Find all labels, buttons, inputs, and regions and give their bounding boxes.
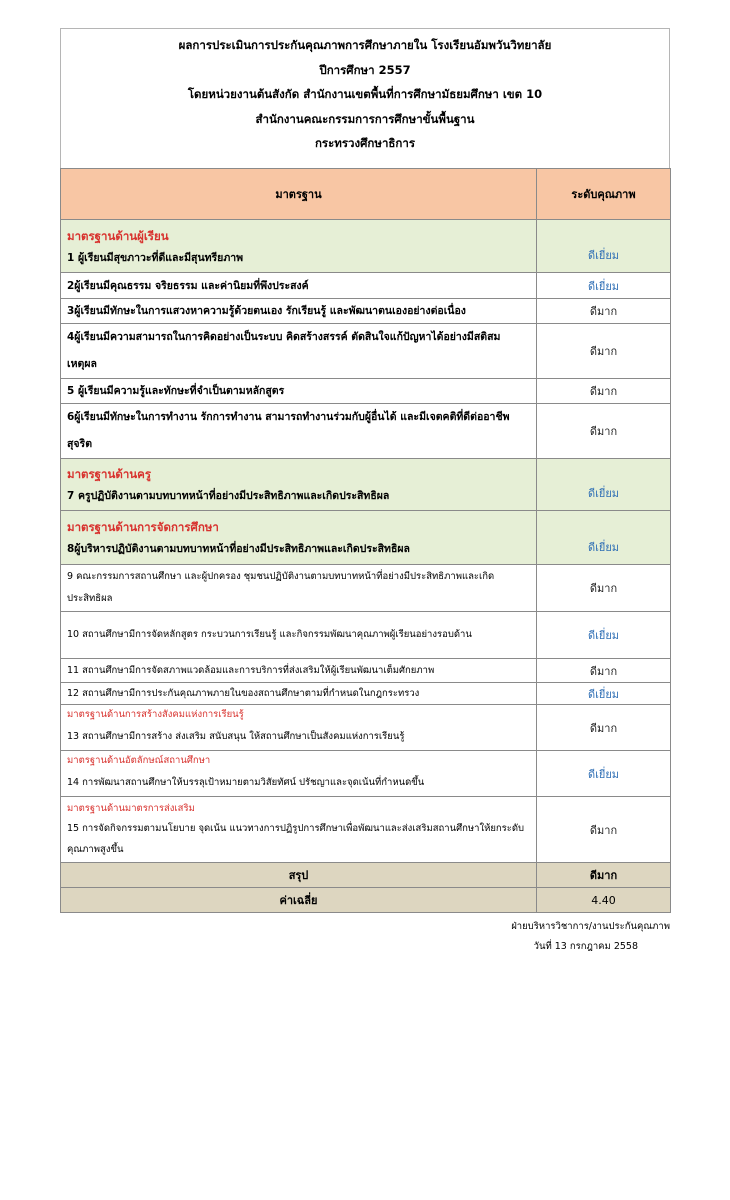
- standard-text: 10 สถานศึกษามีการจัดหลักสูตร กระบวนการเรียนรู้ และกิจกรรมพัฒนาคุณภาพผู้เรียนอย่างรอบด้าน: [61, 612, 537, 659]
- average-row: [61, 888, 671, 913]
- col-header-standard: มาตรฐาน: [61, 169, 537, 220]
- header-academic-year: ปีการศึกษา 2557: [319, 62, 411, 77]
- table-row: [61, 220, 671, 273]
- table-row: [61, 324, 671, 379]
- table-row: [61, 459, 671, 511]
- level-value: ดีมาก: [537, 299, 671, 324]
- table-row: [61, 565, 671, 612]
- table-row: [61, 404, 671, 459]
- standard-text: 3ผู้เรียนมีทักษะในการแสวงหาความรู้ด้วยตนเอง รักเรียนรู้ และพัฒนาตนเองอย่างต่อเนื่อง: [61, 299, 537, 324]
- section-title: มาตรฐานด้านมาตรการส่งเสริม: [67, 803, 195, 814]
- document-header: [60, 28, 670, 168]
- standard-text: 15 การจัดกิจกรรมตามนโยบาย จุดเน้น แนวทางการปฏิรูปการศึกษาเพื่อพัฒนาและส่งเสริมสถานศึกษาให้ยกระดับคุณภาพสูงขึ้น: [67, 823, 525, 855]
- level-value: ดีมาก: [537, 705, 671, 751]
- table-row: [61, 273, 671, 299]
- header-title: ผลการประเมินการประกันคุณภาพการศึกษาภายใน โรงเรียนอัมพวันวิทยาลัย: [178, 38, 552, 52]
- standard-text: 4ผู้เรียนมีความสามารถในการคิดอย่างเป็นระบบ คิดสร้างสรรค์ ตัดสินใจแก้ปัญหาได้อย่างมีสติสมเหตุผล: [61, 324, 537, 379]
- table-row: [61, 683, 671, 705]
- header-agency: โดยหน่วยงานต้นสังกัด สำนักงานเขตพื้นที่การศึกษามัธยมศึกษา เขต 10: [187, 87, 543, 101]
- level-value: ดีมาก: [537, 797, 671, 863]
- level-value: ดีเยี่ยม: [537, 220, 671, 273]
- table-row: [61, 379, 671, 404]
- standard-text: 5 ผู้เรียนมีความรู้และทักษะที่จำเป็นตามหลักสูตร: [61, 379, 537, 404]
- header-ministry: กระทรวงศึกษาธิการ: [314, 136, 416, 150]
- standard-text: 14 การพัฒนาสถานศึกษาให้บรรลุเป้าหมายตามวิสัยทัศน์ ปรัชญาและจุดเน้นที่กำหนดขึ้น: [67, 777, 425, 788]
- standard-text: 8ผู้บริหารปฏิบัติงานตามบทบาทหน้าที่อย่างมีประสิทธิภาพและเกิดประสิทธิผล: [67, 542, 410, 555]
- standard-text: 2ผู้เรียนมีคุณธรรม จริยธรรม และค่านิยมที่พึงประสงค์: [61, 273, 537, 299]
- summary-label: สรุป: [61, 863, 537, 888]
- table-header-row: [61, 169, 671, 220]
- evaluation-document: [60, 28, 670, 957]
- table-row: [61, 612, 671, 659]
- level-value: ดีมาก: [537, 565, 671, 612]
- footer-department: ฝ่ายบริหารวิชาการ/งานประกันคุณภาพ: [511, 921, 670, 932]
- section-title: มาตรฐานด้านอัตลักษณ์สถานศึกษา: [67, 755, 211, 766]
- standard-text: 1 ผู้เรียนมีสุขภาวะที่ดีและมีสุนทรียภาพ: [67, 252, 244, 264]
- level-value: ดีเยี่ยม: [537, 511, 671, 565]
- document-footer: [60, 917, 670, 957]
- evaluation-table: [60, 168, 671, 913]
- level-value: ดีมาก: [537, 379, 671, 404]
- standard-text: 9 คณะกรรมการสถานศึกษา และผู้ปกครอง ชุมชนปฏิบัติงานตามบทบาทหน้าที่อย่างมีประสิทธิภาพและเกิดประสิทธิผล: [61, 565, 537, 612]
- level-value: ดีมาก: [537, 659, 671, 683]
- section-title: มาตรฐานด้านการสร้างสังคมแห่งการเรียนรู้: [67, 709, 244, 720]
- standard-text: 12 สถานศึกษามีการประกันคุณภาพภายในของสถานศึกษาตามที่กำหนดในกฎกระทรวง: [61, 683, 537, 705]
- standard-text: 6ผู้เรียนมีทักษะในการทำงาน รักการทำงาน สามารถทำงานร่วมกับผู้อื่นได้ และมีเจตคติที่ดีต่ออาชีพสุจริต: [61, 404, 537, 459]
- average-value: 4.40: [537, 888, 671, 913]
- average-label: ค่าเฉลี่ย: [61, 888, 537, 913]
- table-row: [61, 705, 671, 751]
- level-value: ดีเยี่ยม: [537, 683, 671, 705]
- table-row: [61, 797, 671, 863]
- table-row: [61, 751, 671, 797]
- summary-row: [61, 863, 671, 888]
- header-office: สำนักงานคณะกรรมการการศึกษาขั้นพื้นฐาน: [255, 111, 475, 126]
- footer-date: วันที่ 13 กรกฎาคม 2558: [533, 941, 638, 952]
- table-row: [61, 511, 671, 565]
- level-value: ดีเยี่ยม: [537, 273, 671, 299]
- col-header-level: ระดับคุณภาพ: [537, 169, 671, 220]
- standard-text: 13 สถานศึกษามีการสร้าง ส่งเสริม สนับสนุน ให้สถานศึกษาเป็นสังคมแห่งการเรียนรู้: [67, 731, 405, 742]
- table-row: [61, 299, 671, 324]
- level-value: ดีมาก: [537, 324, 671, 379]
- level-value: ดีเยี่ยม: [537, 612, 671, 659]
- section-title: มาตรฐานด้านผู้เรียน: [67, 229, 169, 243]
- table-row: [61, 659, 671, 683]
- standard-text: 11 สถานศึกษามีการจัดสภาพแวดล้อมและการบริการที่ส่งเสริมให้ผู้เรียนพัฒนาเต็มศักยภาพ: [61, 659, 537, 683]
- level-value: ดีมาก: [537, 404, 671, 459]
- standard-text: 7 ครูปฏิบัติงานตามบทบาทหน้าที่อย่างมีประสิทธิภาพและเกิดประสิทธิผล: [67, 489, 390, 502]
- section-title: มาตรฐานด้านการจัดการศึกษา: [67, 519, 219, 534]
- level-value: ดีเยี่ยม: [537, 459, 671, 511]
- summary-value: ดีมาก: [537, 863, 671, 888]
- section-title: มาตรฐานด้านครู: [67, 466, 152, 481]
- level-value: ดีเยี่ยม: [537, 751, 671, 797]
